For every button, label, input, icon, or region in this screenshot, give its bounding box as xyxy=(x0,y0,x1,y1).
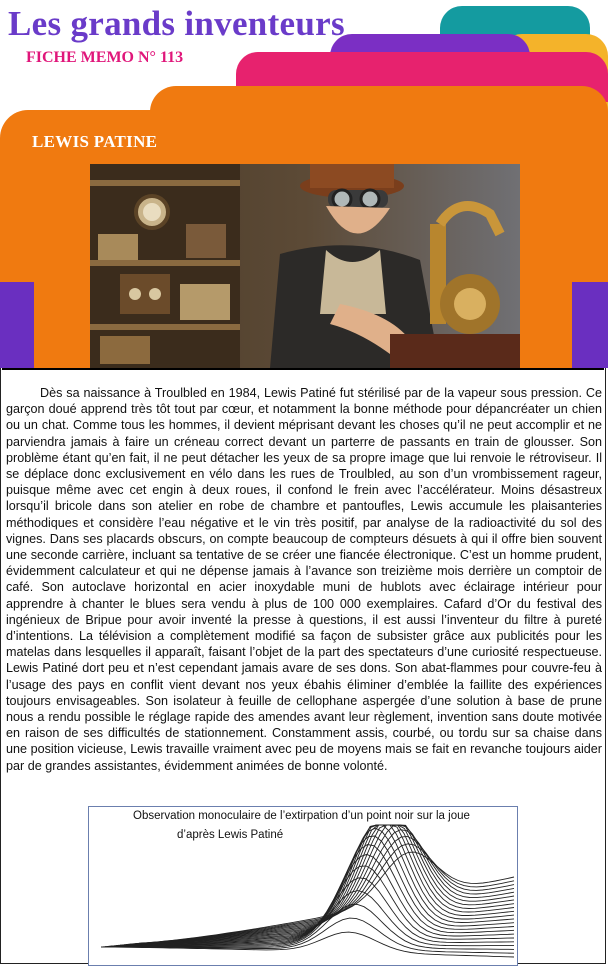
band-violet-left xyxy=(0,282,34,368)
wave-illustration xyxy=(89,807,518,966)
inventor-name: LEWIS PATINE xyxy=(32,132,158,151)
inventor-photo xyxy=(90,164,520,368)
header-banner xyxy=(0,0,608,368)
page-title: Les grands inventeurs xyxy=(8,4,345,43)
band-violet-right xyxy=(572,282,608,368)
fiche-number: FICHE MEMO N° 113 xyxy=(26,49,184,66)
wave-line xyxy=(137,836,514,943)
figure-caption-line1: Observation monoculaire de l’extirpation d’un point noir sur la joue xyxy=(133,810,470,822)
workshop-photo-illustration xyxy=(90,164,520,368)
figure-box xyxy=(88,806,518,966)
wave-line xyxy=(107,891,514,947)
article-text: Dès sa naissance à Troulbled en 1984, Lewis Patiné fut stérilisé par de la vapeur sous pression. Ce garçon doué apprend très tôt tout par cœur, et notamment la bonne méthode pour dépancréater un chien ou un chat. Comme tous les hommes, il devient méprisant devant les choses qu’il ne peut accomplir et ne parviendra jamais à faire un créneau correct devant un parterre de passants en train de glousser. Son problème étant qu’en fait, il ne peut détacher les yeux de sa propre image que lui renvoie le rétroviseur. Il se déplace donc exclusivement en vélo dans les rues de Troulbled, au son d’un vrombissement rageur, puisque même avec cet engin à deux roues, il confond le frein avec l’accélérateur. Moins désastreux lorsqu’il bricole dans son atelier en robe de chambre et pantoufles, Lewis accumule les plaisanteries méthodiques et considère l’eau négative et le vin très positif, par analyse de la radioactivité du sol des vignes. Dans ses placards obscurs, on compte beaucoup de compteurs désuets à qui il offre bien souvent une seconde carrière, incluant sa tentative de se créer une fiancée électronique. C’est un homme prudent, évidemment calculateur et qui ne dépense jamais à l’avance son treizième mois derrière un comptoir de café. Son autoclave horizontal en acier inoxydable muni de hublots avec éclairage intérieur pour apprendre à chanter le blues sera vendu à plus de 100 000 exemplaires. Cafard d’Or du festival des ingénieux de Bripue pour avoir inventé la presse à questions, il est aussi l’inventeur du filtre à pureté d’intentions. La télévision a complètement modifié sa façon de subsister grâce aux publicités pour les matelas dans lesquelles il apparaît, faisant l’objet de la part des spectateurs d’une curiosité respectueuse. Lewis Patiné dort peu et n’est cependant jamais avare de ses dons. Son abat-flammes pour couvre-feu à l’usage des pays en conflit vient devant nos yeux ébahis éliminer d’emblée la faillite des expériences toujours envisageables. Son isolateur à feuille de cellophane aspergée d’une solution à base de prune nous a rendu possible le réglage rapide des amendes avant leur règlement, invention sans doute motivée en raison de ses difficultés de stationnement. Constamment assis, courbé, ou tordu sur sa chaise dans une position vicieuse, Lewis travaille vraiment avec peu de moyens mais se fait en revanche toujours aider par de grandes assistantes, évidemment animées de bonne volonté. xyxy=(6,386,602,773)
wave-line xyxy=(126,825,514,945)
figure-caption-line2: d’après Lewis Patiné xyxy=(177,829,284,841)
wave-line xyxy=(116,836,514,946)
wave-line xyxy=(139,844,514,943)
wave-line xyxy=(128,825,514,944)
